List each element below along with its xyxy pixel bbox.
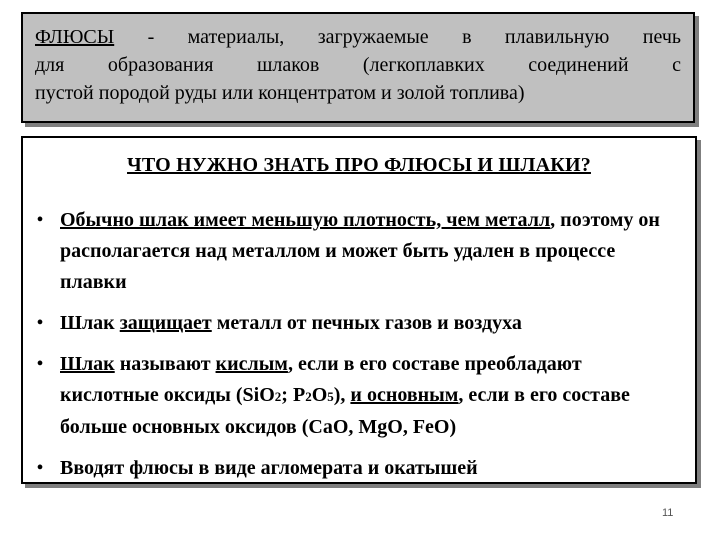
bullet-icon: •: [36, 353, 44, 375]
formula-p2o5-o-sub: 5: [327, 389, 334, 404]
bullet-3-text-4: , если в его составе больше основных оксидов (CaO, MgO, FeO): [60, 384, 630, 438]
slide-number: 11: [662, 507, 674, 519]
bullet-2-word: Шлак: [60, 312, 120, 334]
bullet-icon: •: [36, 457, 44, 479]
bullet-icon: •: [36, 312, 44, 334]
definition-line-3: пустой породой руды или концентратом и золой топлива): [35, 82, 525, 104]
bullet-item-slag-protects: [33, 308, 681, 339]
definition-line-1: [35, 23, 681, 51]
bullet-3-text-2: , если в его составе преобладают кислотные оксиды (: [60, 353, 582, 406]
content-box: [21, 136, 697, 484]
bullet-1-text: , поэтому он располагается над металлом и может быть удален в процессе плавки: [60, 209, 660, 293]
bullet-3-acidic: кислым: [215, 353, 288, 375]
bullet-3-basic: и основным: [350, 384, 459, 406]
formula-sio2: [243, 384, 282, 406]
bullet-2-text: металл от печных газов и воздуха: [211, 312, 522, 334]
formula-p2o5: [293, 384, 334, 406]
bullet-item-flux-form: [33, 453, 681, 484]
bullet-3-separator: ;: [281, 384, 293, 406]
bullet-item-slag-types: [33, 349, 681, 443]
section-heading: ЧТО НУЖНО ЗНАТЬ ПРО ФЛЮСЫ И ШЛАКИ?: [127, 154, 591, 176]
bullet-list: [33, 205, 681, 484]
definition-box: [21, 12, 695, 123]
formula-p2o5-o: O: [311, 384, 328, 406]
bullet-3-text-1: называют: [114, 353, 216, 375]
bullet-3-text-3: ),: [333, 384, 351, 406]
definition-text-1: - материалы, загружаемые в плавильную печь: [114, 26, 681, 48]
formula-sio2-sub: 2: [274, 389, 282, 404]
bullet-3-slag: Шлак: [60, 353, 115, 375]
formula-p2o5-p: P: [292, 384, 306, 406]
bullet-item-slag-density: [33, 205, 681, 298]
bullet-1-underlined: Обычно шлак имеет меньшую плотность, чем металл: [60, 209, 551, 231]
formula-sio2-base: SiO: [242, 384, 275, 406]
definition-line-2: для образования шлаков (легкоплавких соединений с: [35, 54, 681, 76]
bullet-2-underlined: защищает: [119, 312, 212, 334]
definition-term: ФЛЮСЫ: [35, 26, 115, 48]
bullet-4-text: Вводят флюсы в виде агломерата и окатышей: [60, 457, 478, 479]
formula-p2o5-p-sub: 2: [305, 389, 312, 404]
bullet-icon: •: [36, 209, 44, 231]
